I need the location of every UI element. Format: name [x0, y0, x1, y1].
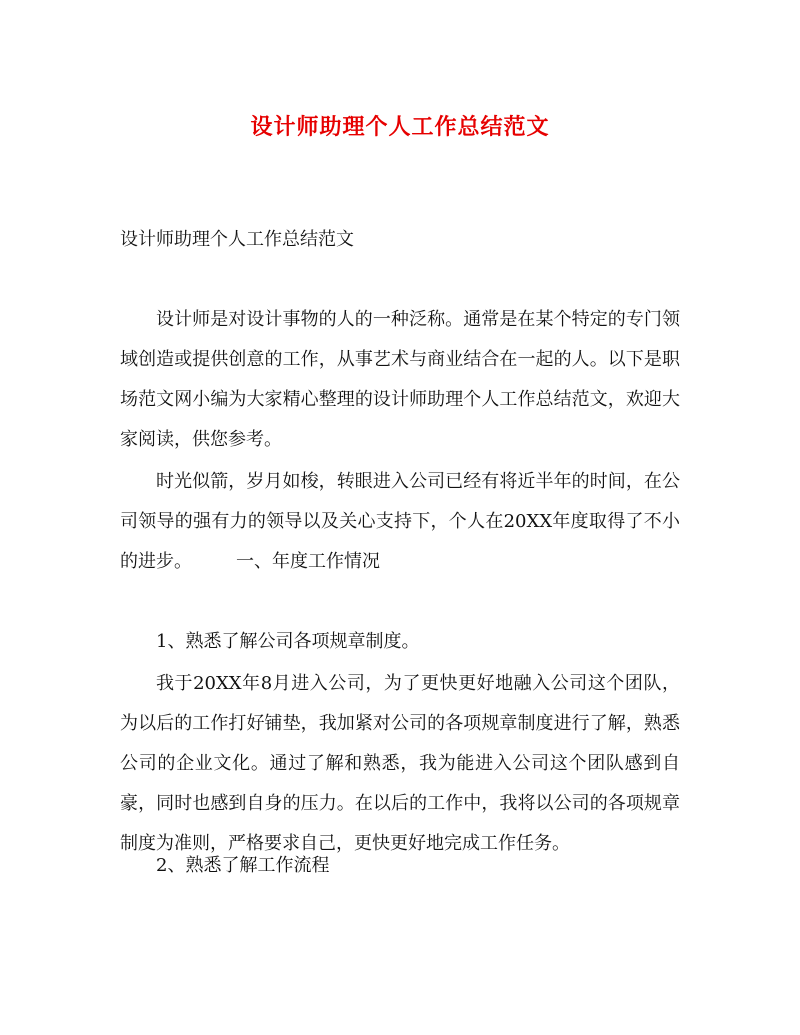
- item-paragraph-1: 我于20XX年8月进入公司，为了更快更好地融入公司这个团队，为以后的工作打好铺垫，我加紧对公司的各项规章制度进行了解，熟悉公司的企业文化。通过了解和熟悉，我为能进入公司这个团队感到自豪，同时也感到自身的压力。在以后的工作中，我将以公司的各项规章制度为准则，严格要求自己，更快更好地完成工作任务。: [120, 673, 680, 854]
- document-subtitle: 设计师助理个人工作总结范文: [120, 229, 354, 250]
- intro-paragraph: 设计师是对设计事物的人的一种泛称。通常是在某个特定的专门领域创造或提供创意的工作，从事艺术与商业结合在一起的人。以下是职场范文网小编为大家精心整理的设计师助理个人工作总结范文，欢迎大家阅读，供您参考。: [120, 309, 680, 450]
- section-heading: 一、年度工作情况: [236, 551, 380, 572]
- item-heading-1: 1、熟悉了解公司各项规章制度。: [156, 631, 420, 652]
- opening-paragraph: [120, 462, 680, 582]
- document-title: 设计师助理个人工作总结范文: [250, 114, 550, 140]
- item-heading-2: 2、熟悉了解工作流程: [156, 855, 330, 876]
- opening-paragraph-text: 时光似箭，岁月如梭，转眼进入公司已经有将近半年的时间，在公司领导的强有力的领导以及关心支持下，个人在20XX年度取得了不小的进步。: [120, 471, 680, 572]
